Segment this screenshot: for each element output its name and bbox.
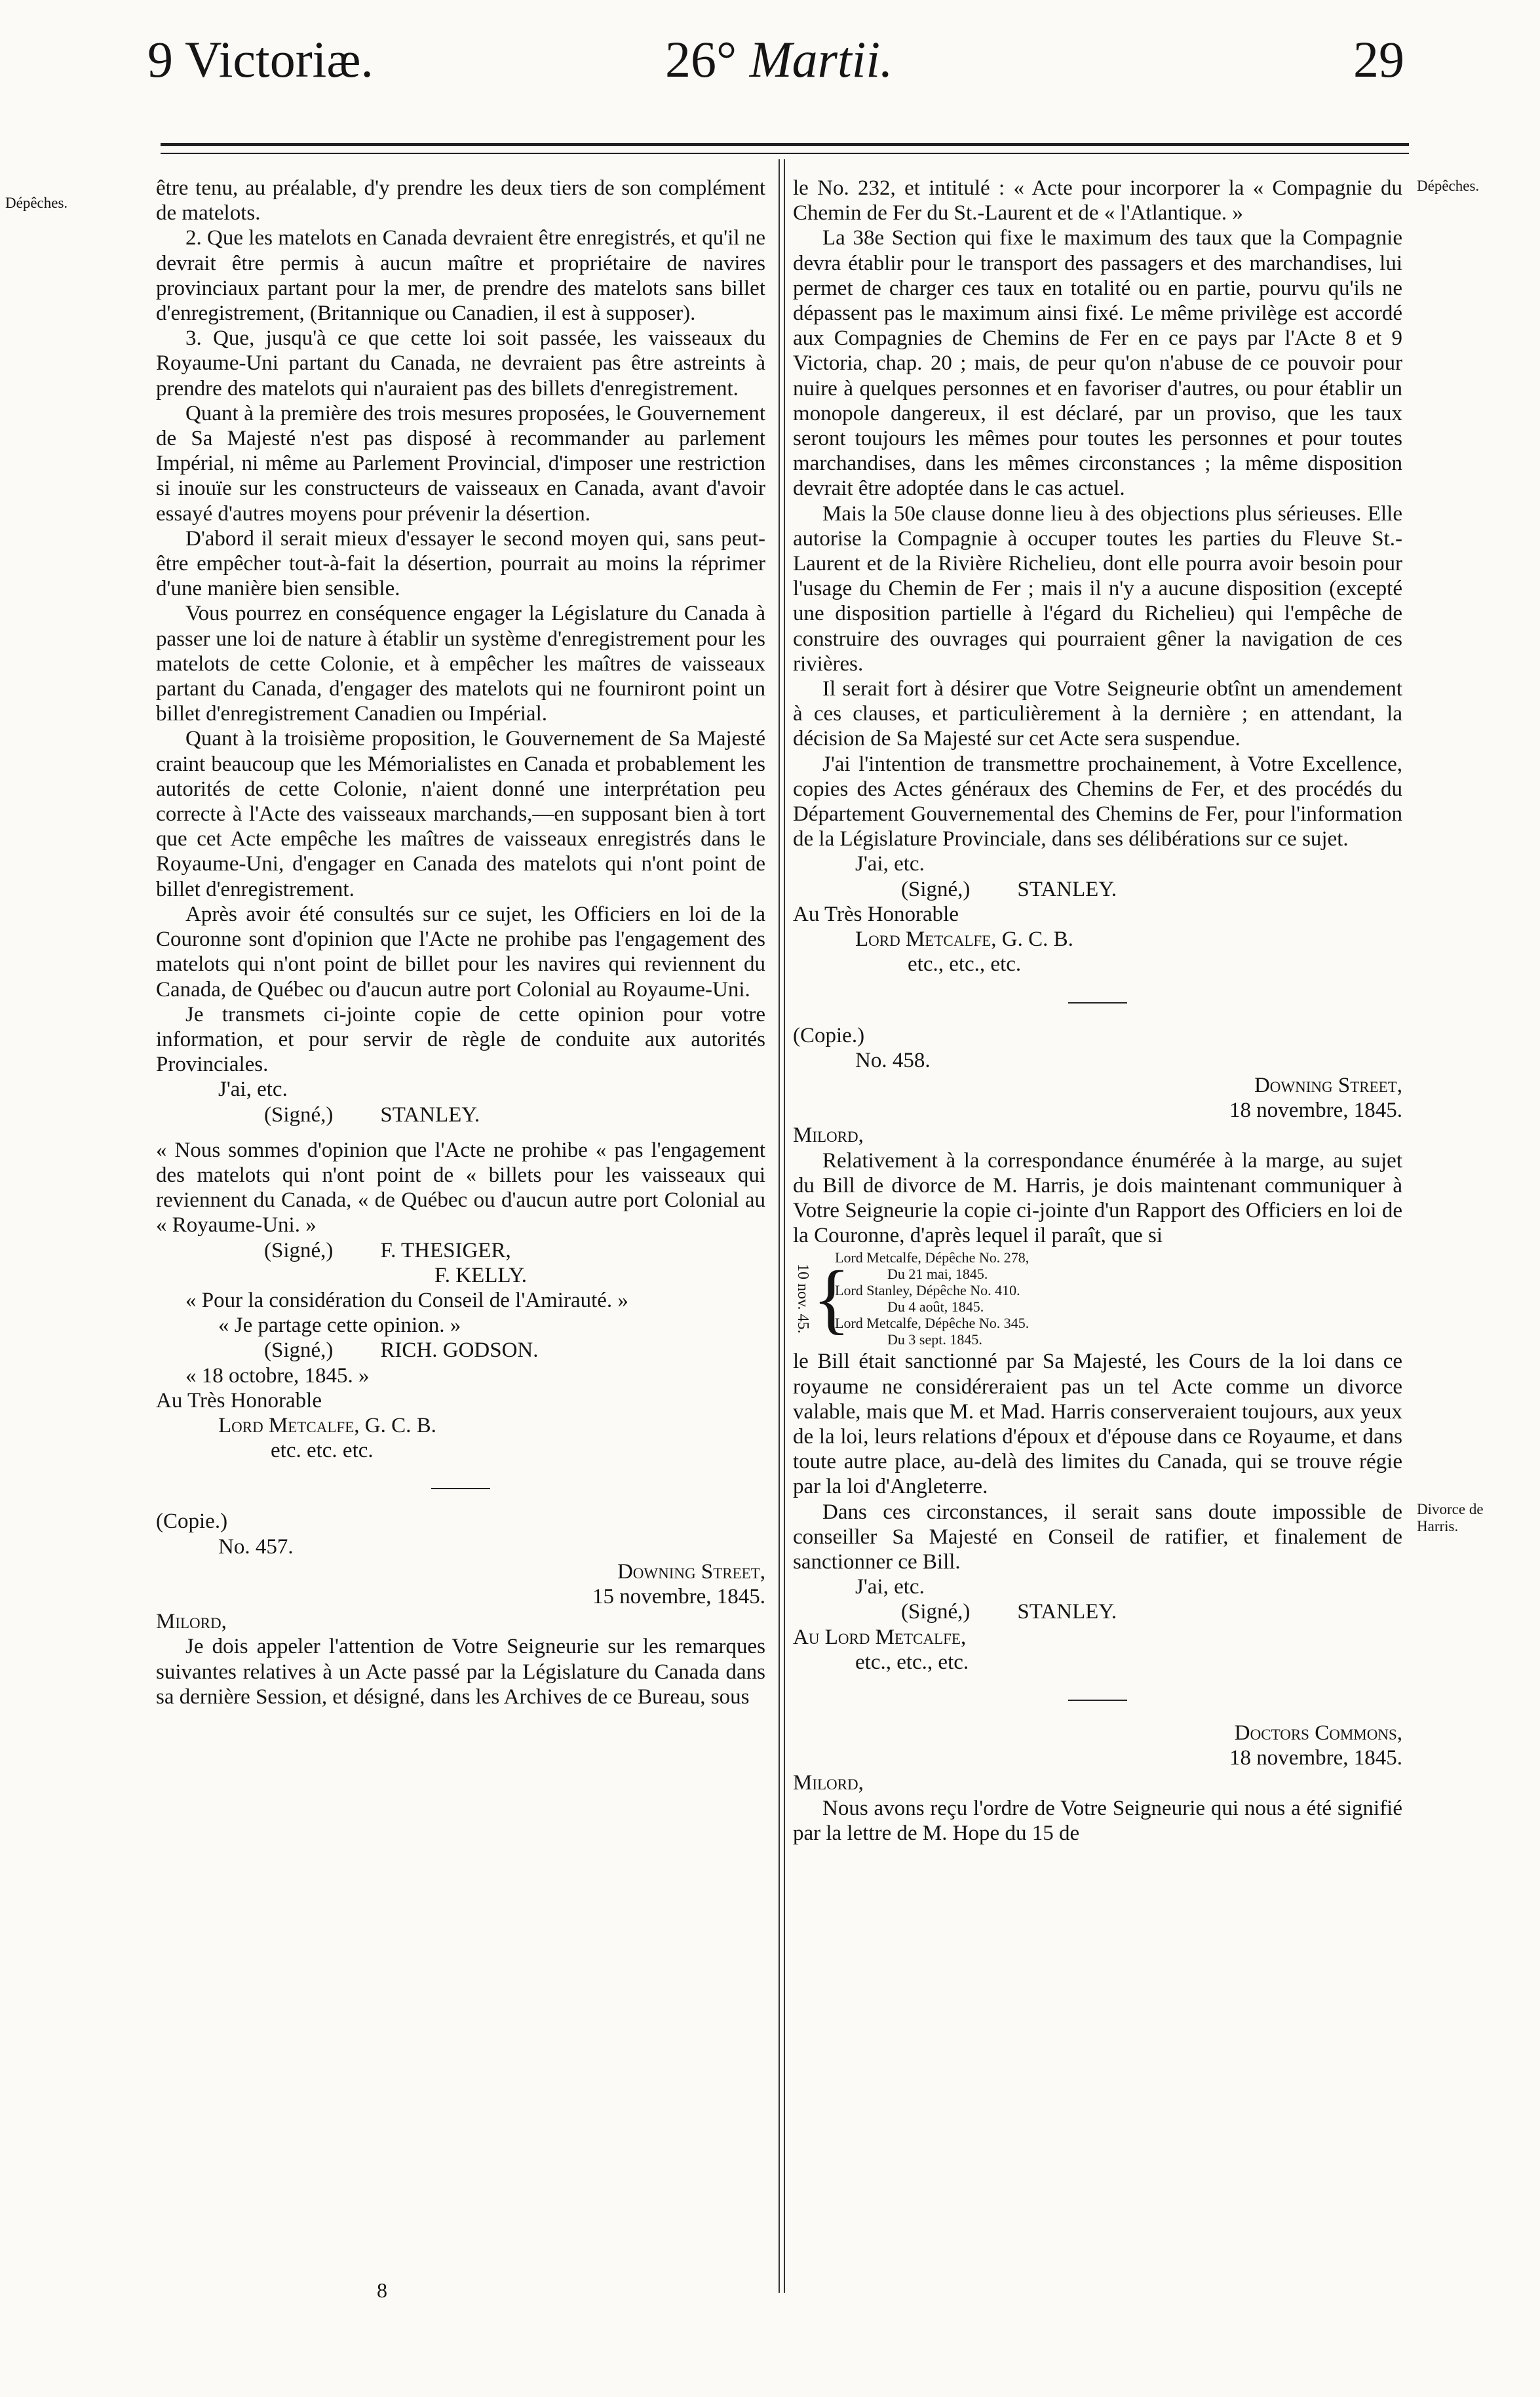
header-rule-thick bbox=[161, 143, 1409, 146]
address-line: Au Très Honorable bbox=[156, 1388, 322, 1413]
signer-name: STANLEY. bbox=[1017, 877, 1117, 901]
address-line: etc., etc., etc. bbox=[855, 1650, 969, 1674]
date-line: 15 novembre, 1845. bbox=[592, 1584, 765, 1608]
closing: J'ai, etc. bbox=[855, 1575, 925, 1599]
document-number: No. 457. bbox=[218, 1534, 294, 1559]
quoted-opinion: « Nous sommes d'opinion que l'Acte ne prohibe « pas l'engagement des matelots qui n'ont point de « billets pour les vaisseaux qui reviennent du Canada, « de Québec ou d'aucun autre port Colonial au « Royaume-Uni. » bbox=[156, 1138, 765, 1237]
signed-label: (Signé,) bbox=[264, 1102, 334, 1127]
address-name: Lord Metcalfe, G. C. B. bbox=[218, 1413, 436, 1437]
signer-name: STANLEY. bbox=[1017, 1600, 1117, 1624]
address-line bbox=[793, 1625, 1402, 1650]
month: Martii. bbox=[749, 31, 893, 88]
paragraph: Je dois appeler l'attention de Votre Seigneurie sur les remarques suivantes relatives à un Acte passé par la Législature du Canada dans sa dernière Session, et désigné, dans les Archives de ce Bureau, sous bbox=[156, 1635, 765, 1709]
paragraph: Relativement à la correspondance énumérée à la marge, au sujet du Bill de divorce de M. Harris, je dois maintenant communiquer à Votre Seigneurie la copie ci-jointe d'un Rapport des Officiers en loi de la Couronne, d'après lequel il paraît, que si bbox=[793, 1148, 1402, 1248]
paragraph: être tenu, au préalable, d'y prendre les deux tiers de son complément de matelots. bbox=[156, 176, 765, 225]
brace-icon: { bbox=[813, 1255, 851, 1342]
paragraph: le No. 232, et intitulé : « Acte pour incorporer la « Compagnie du Chemin de Fer du St.-Laurent et de « l'Atlantique. » bbox=[793, 176, 1402, 225]
address-name: Au Lord Metcalfe, bbox=[793, 1625, 967, 1649]
address-line bbox=[156, 1413, 765, 1438]
right-column bbox=[793, 176, 1402, 1846]
signer-name: RICH. GODSON. bbox=[380, 1338, 539, 1363]
address-line: etc., etc., etc. bbox=[908, 952, 1022, 977]
quote-line: « Je partage cette opinion. » bbox=[218, 1314, 461, 1338]
address-line: etc. etc. etc. bbox=[271, 1439, 374, 1463]
left-margin-note: Dépêches. bbox=[5, 195, 68, 211]
column-divider bbox=[779, 159, 785, 2293]
address-name: Lord Metcalfe, G. C. B. bbox=[855, 927, 1073, 952]
date-line: 18 novembre, 1845. bbox=[1229, 1099, 1402, 1123]
reference-item: Lord Metcalfe, Dépêche No. 278, bbox=[835, 1249, 1030, 1266]
paragraph: Dans ces circonstances, il serait sans doute impossible de conseiller Sa Majesté en Conseil de ratifier, et finalement de sanctionner ce Bill. bbox=[793, 1500, 1402, 1574]
signed-label: (Signé,) bbox=[264, 1238, 334, 1262]
copy-label: (Copie.) bbox=[156, 1510, 228, 1534]
signature-line bbox=[793, 877, 1402, 902]
running-head-year: 9 Victoriæ. bbox=[147, 31, 374, 88]
section-divider bbox=[431, 1488, 490, 1489]
reference-item: Lord Stanley, Dépêche No. 410. bbox=[835, 1282, 1020, 1299]
closing: J'ai, etc. bbox=[855, 852, 925, 876]
signer-name: F. THESIGER, bbox=[380, 1238, 511, 1262]
signature-line bbox=[156, 1338, 765, 1363]
divorce-note-line-1: Divorce de bbox=[1417, 1501, 1484, 1517]
left-column bbox=[156, 176, 765, 1709]
signature-line bbox=[793, 1599, 1402, 1624]
marginal-references bbox=[793, 1249, 1402, 1348]
reference-date: Du 21 mai, 1845. bbox=[887, 1266, 988, 1283]
reference-date: Du 4 août, 1845. bbox=[887, 1298, 984, 1315]
section-divider bbox=[1068, 1002, 1127, 1004]
place-line: Downing Street, bbox=[1254, 1073, 1402, 1097]
address-line bbox=[793, 927, 1402, 952]
paragraph: le Bill était sanctionné par Sa Majesté, les Cours de la loi dans ce royaume ne considéreraient pas un tel Acte comme un divorce valable, mais que M. et Mad. Harris conserveraient toujours, aux yeux de la loi, leurs relations d'époux et d'épouse dans ce Royaume, et dans toute autre place, au-delà des limites du Canada, qui se trouve régie par la loi d'Angleterre. bbox=[793, 1350, 1402, 1499]
signature-line bbox=[156, 1102, 765, 1127]
paragraph: Il serait fort à désirer que Votre Seigneurie obtînt un amendement à ces clauses, et particulièrement à la dernière ; en attendant, la décision de Sa Majesté sur cet Acte sera suspendue. bbox=[793, 677, 1402, 751]
signer-name-2: F. KELLY. bbox=[434, 1263, 528, 1287]
paragraph: 3. Que, jusqu'à ce que cette loi soit passée, les vaisseaux du Royaume-Uni partant du Canada, ne devraient pas être astreints à prendre des matelots qui n'auraient pas des billets d'enregistrement. bbox=[156, 326, 765, 400]
signer-name: STANLEY. bbox=[380, 1102, 480, 1127]
divorce-margin-note bbox=[1417, 1501, 1484, 1535]
reference-item: Lord Metcalfe, Dépêche No. 345. bbox=[835, 1315, 1030, 1332]
document-number: No. 458. bbox=[855, 1048, 931, 1072]
signature-line bbox=[156, 1238, 765, 1263]
header-rule-thin bbox=[161, 153, 1409, 154]
page-number: 29 bbox=[1353, 31, 1404, 88]
day: 26° bbox=[665, 31, 737, 88]
paragraph: J'ai l'intention de transmettre prochainement, à Votre Excellence, copies des Actes généraux des Chemins de Fer, et des procédés du Département Gouvernemental des Chemins de Fer, pour l'information de la Législature Provinciale, dans ses délibérations sur ce sujet. bbox=[793, 752, 1402, 851]
reference-list bbox=[835, 1249, 1094, 1348]
salutation: Milord, bbox=[793, 1123, 864, 1148]
section-divider bbox=[1068, 1700, 1127, 1701]
signature-mark: 8 bbox=[377, 2278, 387, 2302]
quote-date: « 18 octobre, 1845. » bbox=[185, 1363, 370, 1388]
paragraph: Je transmets ci-jointe copie de cette opinion pour votre information, et pour servir de règle de conduite aux autorités Provinciales. bbox=[156, 1002, 765, 1077]
date-line: 18 novembre, 1845. bbox=[1229, 1746, 1402, 1770]
closing: J'ai, etc. bbox=[218, 1078, 288, 1102]
paragraph: La 38e Section qui fixe le maximum des taux que la Compagnie devra établir pour le transport des passagers et des marchandises, lui permet de charger ces taux en totalité ou en partie, pourvu qu'ils ne dépassent pas le maximum ainsi fixé. Le même privilège est accordé aux Compagnies de Chemins de Fer en ce pays par l'Acte 8 et 9 Victoria, chap. 20 ; mais, de peur qu'on n'abuse de ce pouvoir pour nuire à quelques personnes et en favoriser d'autres, ou pour établir un monopole dangereux, il est déclaré, par un proviso, que les taux seront toujours les mêmes pour toutes les personnes et pour toutes marchandises, dans les mêmes circonstances ; la même disposition devrait être adoptée dans le cas actuel. bbox=[793, 226, 1402, 501]
paragraph: Quant à la troisième proposition, le Gouvernement de Sa Majesté craint beaucoup que les Mémorialistes en Canada et probablement les autorités de cette Colonie, n'aient donné une interprétation peu correcte à l'Acte des vaisseaux marchands,—en supposant bien à tort que cet Acte empêche les maîtres de vaisseaux enregistrés dans le Royaume-Uni, d'engager en Canada des matelots qui n'ont point de billet d'enregistrement. bbox=[156, 727, 765, 901]
salutation: Milord, bbox=[156, 1610, 227, 1634]
place-line: Doctors Commons, bbox=[1234, 1721, 1402, 1745]
paragraph: Quant à la première des trois mesures proposées, le Gouvernement de Sa Majesté n'est pas disposé à recommander au parlement Impérial, ni même au Parlement Provincial, d'imposer une restriction si inouïe sur les constructeurs de vaisseaux en Canada, avant d'avoir essayé d'autres moyens pour prévenir la désertion. bbox=[156, 401, 765, 526]
address-line: Au Très Honorable bbox=[793, 902, 959, 926]
divorce-note-line-2: Harris. bbox=[1417, 1518, 1459, 1534]
signed-label: (Signé,) bbox=[901, 877, 971, 901]
reference-date: Du 3 sept. 1845. bbox=[887, 1331, 982, 1348]
paragraph: Mais la 50e clause donne lieu à des objections plus sérieuses. Elle autorise la Compagnie à occuper toutes les parties du Fleuve St.-Laurent et de la Rivière Richelieu, dont elle pourra avoir besoin pour l'usage du Chemin de Fer ; mais il n'y a aucune disposition (excepté une disposition partielle à l'égard du Richelieu) qui l'empêche de construire des ouvrages qui pourraient gêner la navigation de ces rivières. bbox=[793, 501, 1402, 676]
quote-line: « Pour la considération du Conseil de l'Amirauté. » bbox=[185, 1288, 628, 1312]
paragraph: Nous avons reçu l'ordre de Votre Seigneurie qui nous a été signifié par la lettre de M. Hope du 15 de bbox=[793, 1796, 1402, 1845]
salutation: Milord, bbox=[793, 1771, 864, 1795]
place-line: Downing Street, bbox=[617, 1559, 765, 1584]
signed-label: (Signé,) bbox=[901, 1600, 971, 1624]
copy-label: (Copie.) bbox=[793, 1023, 865, 1047]
right-margin-note: Dépêches. bbox=[1417, 178, 1480, 194]
paragraph: D'abord il serait mieux d'essayer le second moyen qui, sans peut-être empêcher tout-à-fait la désertion, pourrait au moins la réprimer d'une manière bien sensible. bbox=[156, 526, 765, 601]
reference-date-tag: 10 nov. 45. bbox=[794, 1264, 811, 1334]
paragraph: Vous pourrez en conséquence engager la Législature du Canada à passer une loi de nature à établir un système d'enregistrement pour les matelots de cette Colonie, et à empêcher les maîtres de vaisseaux partant du Canada, d'engager des matelots qui ne fourniront point un billet d'enregistrement Canadien ou Impérial. bbox=[156, 602, 765, 726]
paragraph: Après avoir été consultés sur ce sujet, les Officiers en loi de la Couronne sont d'opinion que l'Acte ne prohibe pas l'engagement des matelots qui n'ont point de billet pour les navires qui reviennent du Canada, de Québec ou d'aucun autre port Colonial au Royaume-Uni. bbox=[156, 902, 765, 1002]
running-head-date bbox=[665, 31, 893, 88]
paragraph: 2. Que les matelots en Canada devraient être enregistrés, et qu'il ne devrait être permis à aucun maître et propriétaire de navires provinciaux partant pour la mer, de prendre des matelots sans billet d'enregistrement, (Britannique ou Canadien, il est à supposer). bbox=[156, 226, 765, 326]
signed-label: (Signé,) bbox=[264, 1338, 334, 1363]
